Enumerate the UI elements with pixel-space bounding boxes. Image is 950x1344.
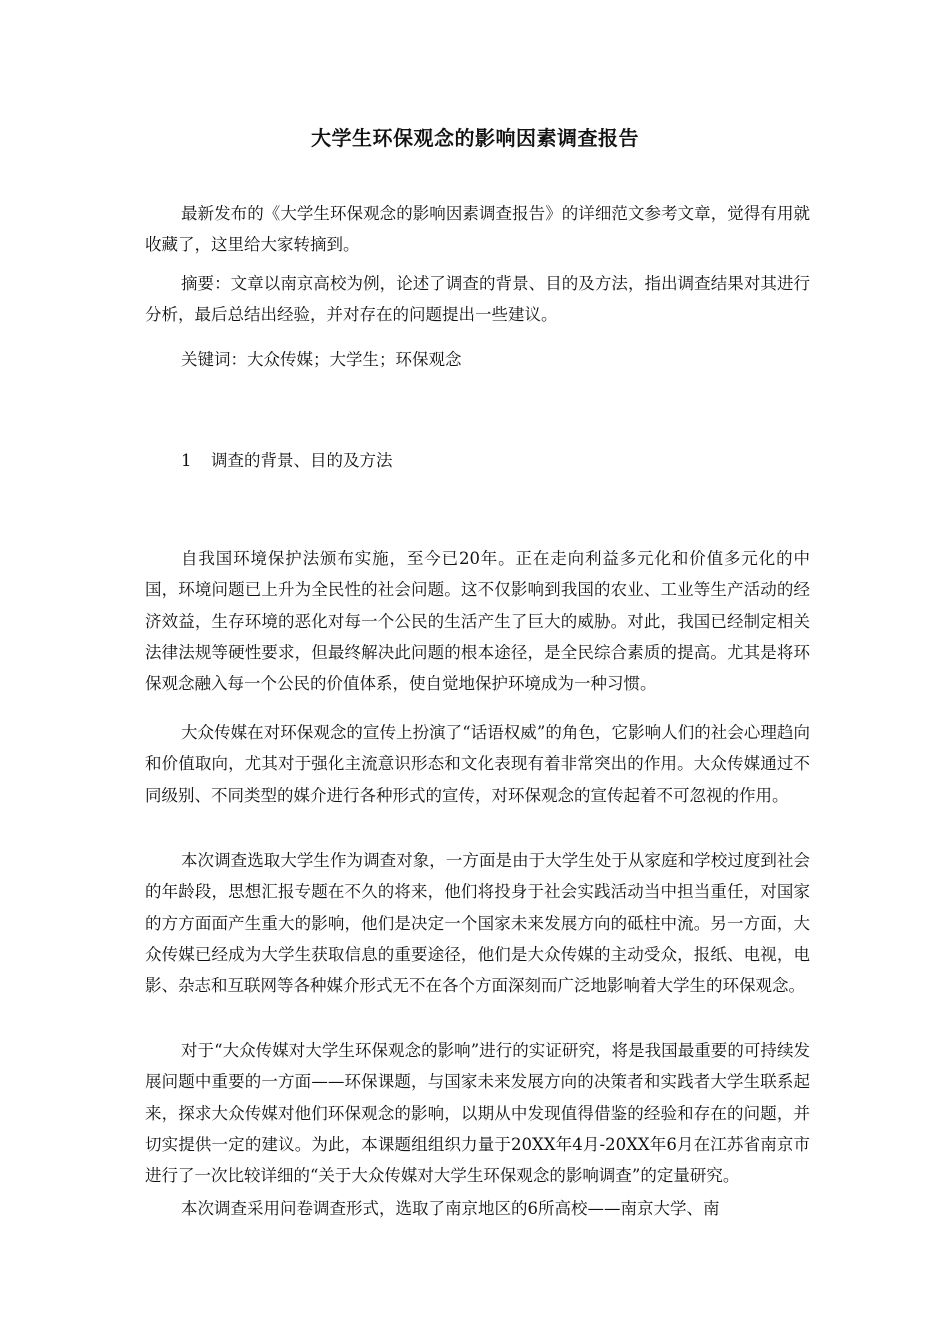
body-paragraph-5: 本次调查采用问卷调查形式，选取了南京地区的6所高校——南京大学、南 — [181, 1199, 720, 1218]
intro-paragraph: 最新发布的《大学生环保观念的影响因素调查报告》的详细范文参考文章，觉得有用就收藏了，这里给大家转摘到。 — [145, 204, 810, 255]
document-title: 大学生环保观念的影响因素调查报告 — [311, 126, 639, 150]
body-paragraph-3: 本次调查选取大学生作为调查对象，一方面是由于大学生处于从家庭和学校过度到社会的年龄段，思想汇报专题在不久的将来，他们将投身于社会实践活动当中担当重任，对国家的方方面面产生重大的影响，他们是决定一个国家未来发展方向的砥柱中流。另一方面，大众传媒已经成为大学生获取信息的重要途径，他们是大众传媒的主动受众，报纸、电视，电影、杂志和互联网等各种媒介形式无不在各个方面深刻而广泛地影响着大学生的环保观念。 — [145, 851, 810, 996]
section-number: 1 — [181, 451, 192, 470]
body-paragraph-1: 自我国环境保护法颁布实施，至今已20年。正在走向利益多元化和价值多元化的中国，环境问题已上升为全民性的社会问题。这不仅影响到我国的农业、工业等生产活动的经济效益，生存环境的恶化对每一个公民的生活产生了巨大的威胁。对此，我国已经制定相关法律法规等硬性要求，但最终解决此问题的根本途径，是全民综合素质的提高。尤其是将环保观念融入每一个公民的价值体系，使自觉地保护环境成为一种习惯。 — [145, 549, 810, 694]
abstract-paragraph: 摘要：文章以南京高校为例，论述了调查的背景、目的及方法，指出调查结果对其进行分析，最后总结出经验，并对存在的问题提出一些建议。 — [145, 274, 810, 325]
section-heading — [181, 445, 393, 476]
section-heading-text: 调查的背景、目的及方法 — [211, 451, 393, 470]
keywords-line: 关键词：大众传媒；大学生；环保观念 — [181, 350, 462, 369]
body-paragraph-4: 对于“大众传媒对大学生环保观念的影响”进行的实证研究，将是我国最重要的可持续发展问题中重要的一方面——环保课题，与国家未来发展方向的决策者和实践者大学生联系起来，探求大众传媒对他们环保观念的影响，以期从中发现值得借鉴的经验和存在的问题，并切实提供一定的建议。为此，本课题组组织力量于20XX年4月-20XX年6月在江苏省南京市进行了一次比较详细的“关于大众传媒对大学生环保观念的影响调查”的定量研究。 — [145, 1041, 810, 1186]
body-paragraph-2: 大众传媒在对环保观念的宣传上扮演了“话语权威”的角色，它影响人们的社会心理趋向和价值取向，尤其对于强化主流意识形态和文化表现有着非常突出的作用。大众传媒通过不同级别、不同类型的媒介进行各种形式的宣传，对环保观念的宣传起着不可忽视的作用。 — [145, 723, 810, 805]
